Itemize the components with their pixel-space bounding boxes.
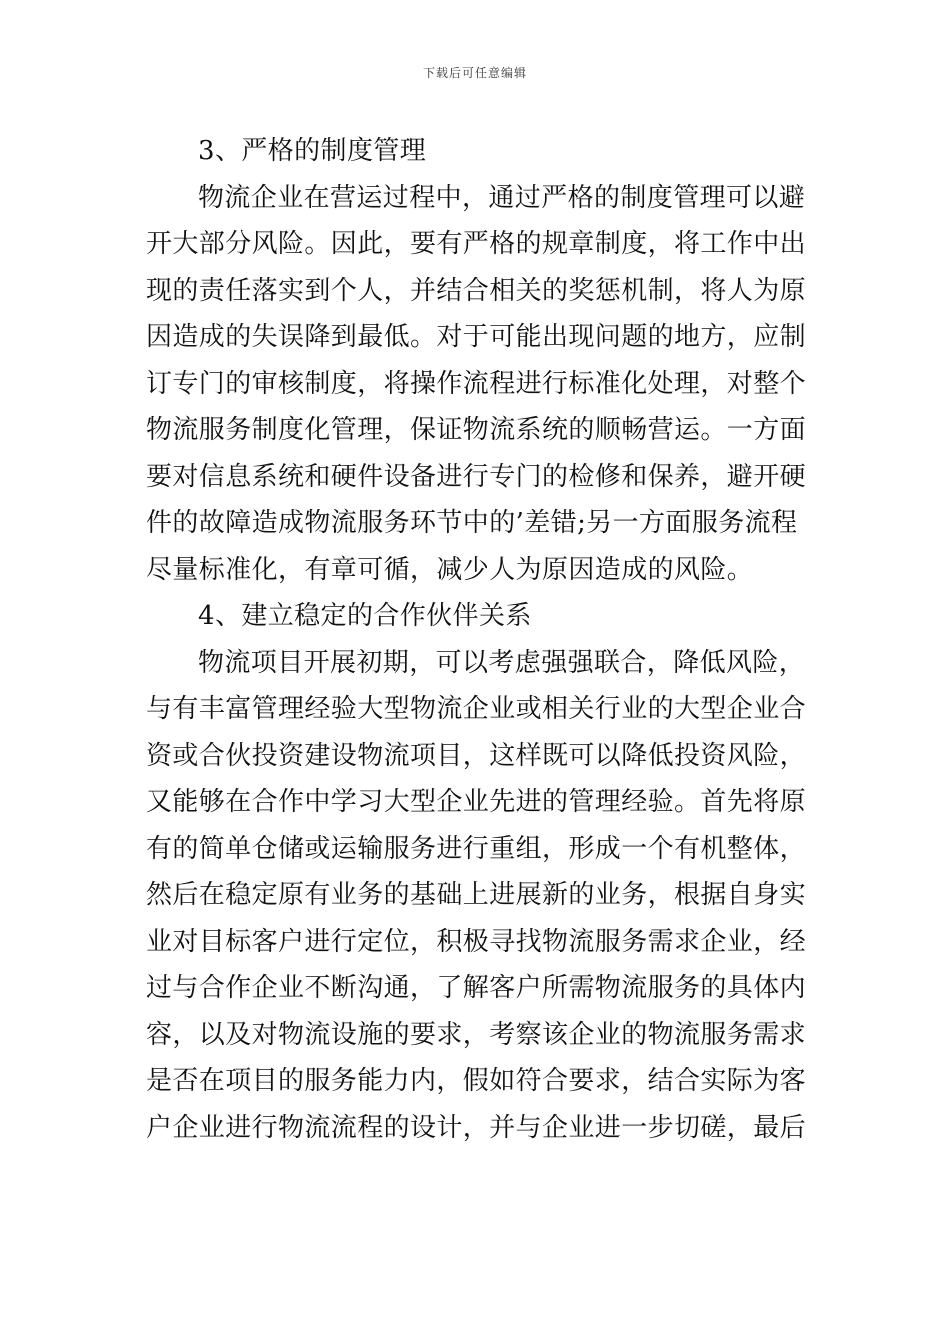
paragraph-line: 与有丰富管理经验大型物流企业或相关行业的大型企业合: [146, 694, 807, 724]
paragraph-line: 业对目标客户进行定位，积极寻找物流服务需求企业，经: [146, 926, 807, 957]
paragraph-line: 容，以及对物流设施的要求，考察该企业的物流服务需求: [146, 1019, 807, 1050]
section-heading-3: 3、严格的制度管理: [198, 136, 427, 166]
paragraph-line: 因造成的失误降到最低。对于可能出现问题的地方，应制: [146, 322, 807, 352]
paragraph-line: 物流项目开展初期，可以考虑强强联合，降低风险，: [198, 647, 806, 678]
paragraph-line: 要对信息系统和硬件设备进行专门的检修和保养，避开硬: [146, 461, 807, 492]
paragraph-line: 过与合作企业不断沟通，了解客户所需物流服务的具体内: [146, 973, 807, 1003]
paragraph-line: 户企业进行物流流程的设计，并与企业进一步切磋，最后: [146, 1112, 807, 1143]
document-body: [146, 128, 806, 1151]
paragraph-line: 有的简单仓储或运输服务进行重组，形成一个有机整体，: [146, 833, 807, 864]
paragraph-line: 然后在稳定原有业务的基础上进展新的业务，根据自身实: [146, 880, 807, 910]
paragraph-line: 订专门的审核制度，将操作流程进行标准化处理，对整个: [146, 368, 807, 399]
paragraph-line: 现的责任落实到个人，并结合相关的奖惩机制，将人为原: [146, 275, 807, 306]
paragraph-line: 物流服务制度化管理，保证物流系统的顺畅营运。一方面: [146, 415, 807, 445]
paragraph-line: 开大部分风险。因此，要有严格的规章制度，将工作中出: [146, 229, 807, 259]
paragraph-line: 是否在项目的服务能力内，假如符合要求，结合实际为客: [146, 1066, 807, 1096]
page-header: 下载后可任意编辑: [422, 66, 527, 80]
paragraph-line: 又能够在合作中学习大型企业先进的管理经验。首先将原: [146, 787, 807, 817]
paragraph-line: 资或合伙投资建设物流项目，这样既可以降低投资风险，: [146, 740, 807, 771]
paragraph-line: 尽量标准化，有章可循，减少人为原因造成的风险。: [146, 554, 754, 585]
paragraph-line: 件的故障造成物流服务环节中的’差错;另一方面服务流程: [146, 508, 798, 538]
paragraph-line: 物流企业在营运过程中，通过严格的制度管理可以避: [198, 182, 806, 213]
section-heading-4: 4、建立稳定的合作伙伴关系: [198, 601, 532, 631]
